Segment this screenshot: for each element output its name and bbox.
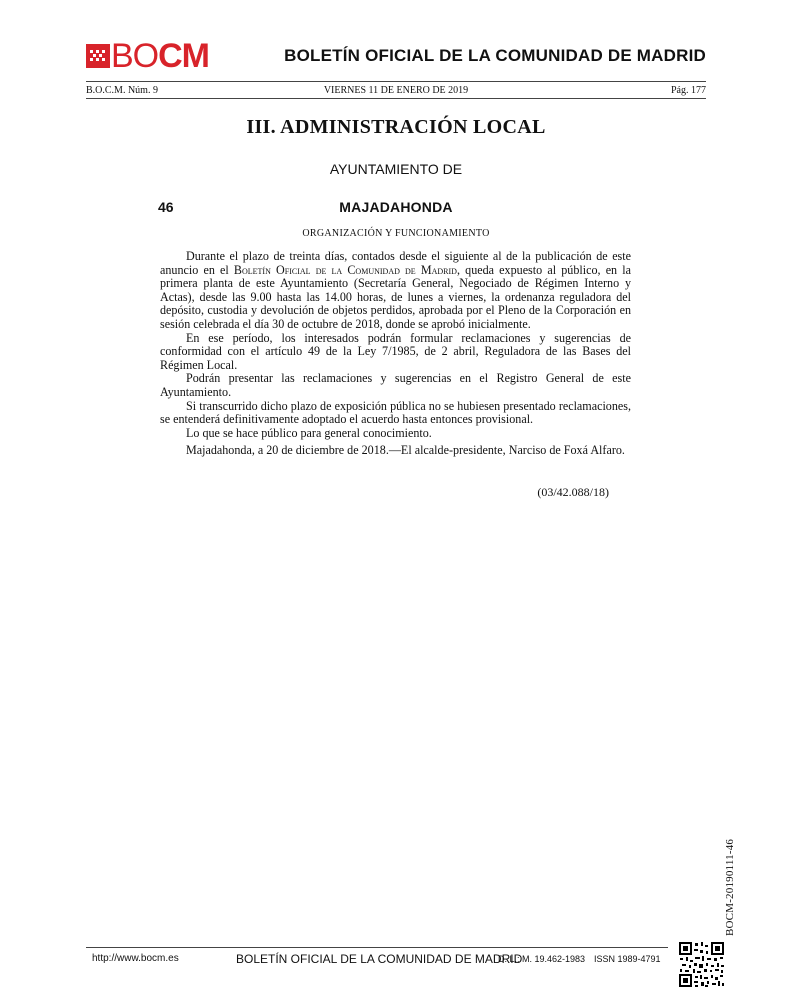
meta-divider xyxy=(86,98,706,99)
paragraph-1-part-a: Durante el plazo de treinta días, contados desde el siguiente al de la publicación de este anuncio en el xyxy=(160,249,631,277)
paragraph-4: Si transcurrido dicho plazo de exposición pública no se hubiesen presentado reclamaciones, se entenderá definitivamente adoptado el acuerdo hasta entonces provisional. xyxy=(160,398,631,427)
issn: ISSN 1989-4791 xyxy=(594,954,661,964)
paragraph-3: Podrán presentar las reclamaciones y sugerencias en el Registro General de este Ayuntamiento. xyxy=(160,371,631,399)
footer-title: BOLETÍN OFICIAL DE LA COMUNIDAD DE MADRID xyxy=(236,952,523,966)
legal-deposit: D. L.: M. 19.462-1983 xyxy=(498,954,586,964)
issue-meta-row xyxy=(86,85,706,97)
paragraph-1-part-b: , queda expuesto al público, en la primera planta de este Ayuntamiento (Secretaría General, Negociado de Régimen Interno y Actas), desde las 9.00 hasta las 14.00 horas, de lunes a viernes, la ordenanza reguladora del depósito, custodia y devolución de objetos perdidos, aprobada por el Pleno de la Corporación en sesión celebrada el día 30 de octubre de 2018, donde se aprobó inicialmente. xyxy=(160,262,631,331)
footer-divider xyxy=(86,947,668,948)
entry-number: 46 xyxy=(158,199,174,215)
bocm-logo xyxy=(86,37,210,75)
paragraph-2: En ese período, los interesados podrán formular reclamaciones y sugerencias de conformidad con el artículo 49 de la Ley 7/1985, de 2 abril, Reguladora de las Bases del Régimen Local. xyxy=(160,330,631,372)
entity-name: MAJADAHONDA xyxy=(339,199,453,215)
organization-line: AYUNTAMIENTO DE xyxy=(329,161,463,177)
side-document-code: BOCM-20190111-46 xyxy=(724,838,736,936)
bulletin-name-smallcaps: Boletín Oficial de la Comunidad de Madrid xyxy=(233,262,457,277)
paragraph-5: Lo que se hace público para general conocimiento. xyxy=(186,425,432,440)
page-number: Pág. 177 xyxy=(671,85,706,96)
logo-text-bo: BO xyxy=(111,37,159,75)
subject-heading: ORGANIZACIÓN Y FUNCIONAMIENTO xyxy=(302,228,490,239)
signature: Majadahonda, a 20 de diciembre de 2018.—El alcalde-presidente, Narciso de Foxá Alfaro. xyxy=(186,443,625,458)
logo-text xyxy=(111,37,210,75)
issue-number: B.O.C.M. Núm. 9 xyxy=(86,85,158,96)
header-divider xyxy=(86,81,706,82)
paragraph-1 xyxy=(160,250,631,332)
issue-date: VIERNES 11 DE ENERO DE 2019 xyxy=(323,85,469,96)
logo-text-cm: CM xyxy=(158,37,210,75)
logo-stars-icon xyxy=(86,44,110,68)
footer-url-link[interactable]: http://www.bocm.es xyxy=(92,953,179,964)
announcement-body xyxy=(160,250,631,458)
header-title: BOLETÍN OFICIAL DE LA COMUNIDAD DE MADRID xyxy=(284,46,706,65)
reference-code: (03/42.088/18) xyxy=(537,485,609,499)
section-title: III. ADMINISTRACIÓN LOCAL xyxy=(246,116,546,138)
qr-code-icon xyxy=(678,941,725,988)
